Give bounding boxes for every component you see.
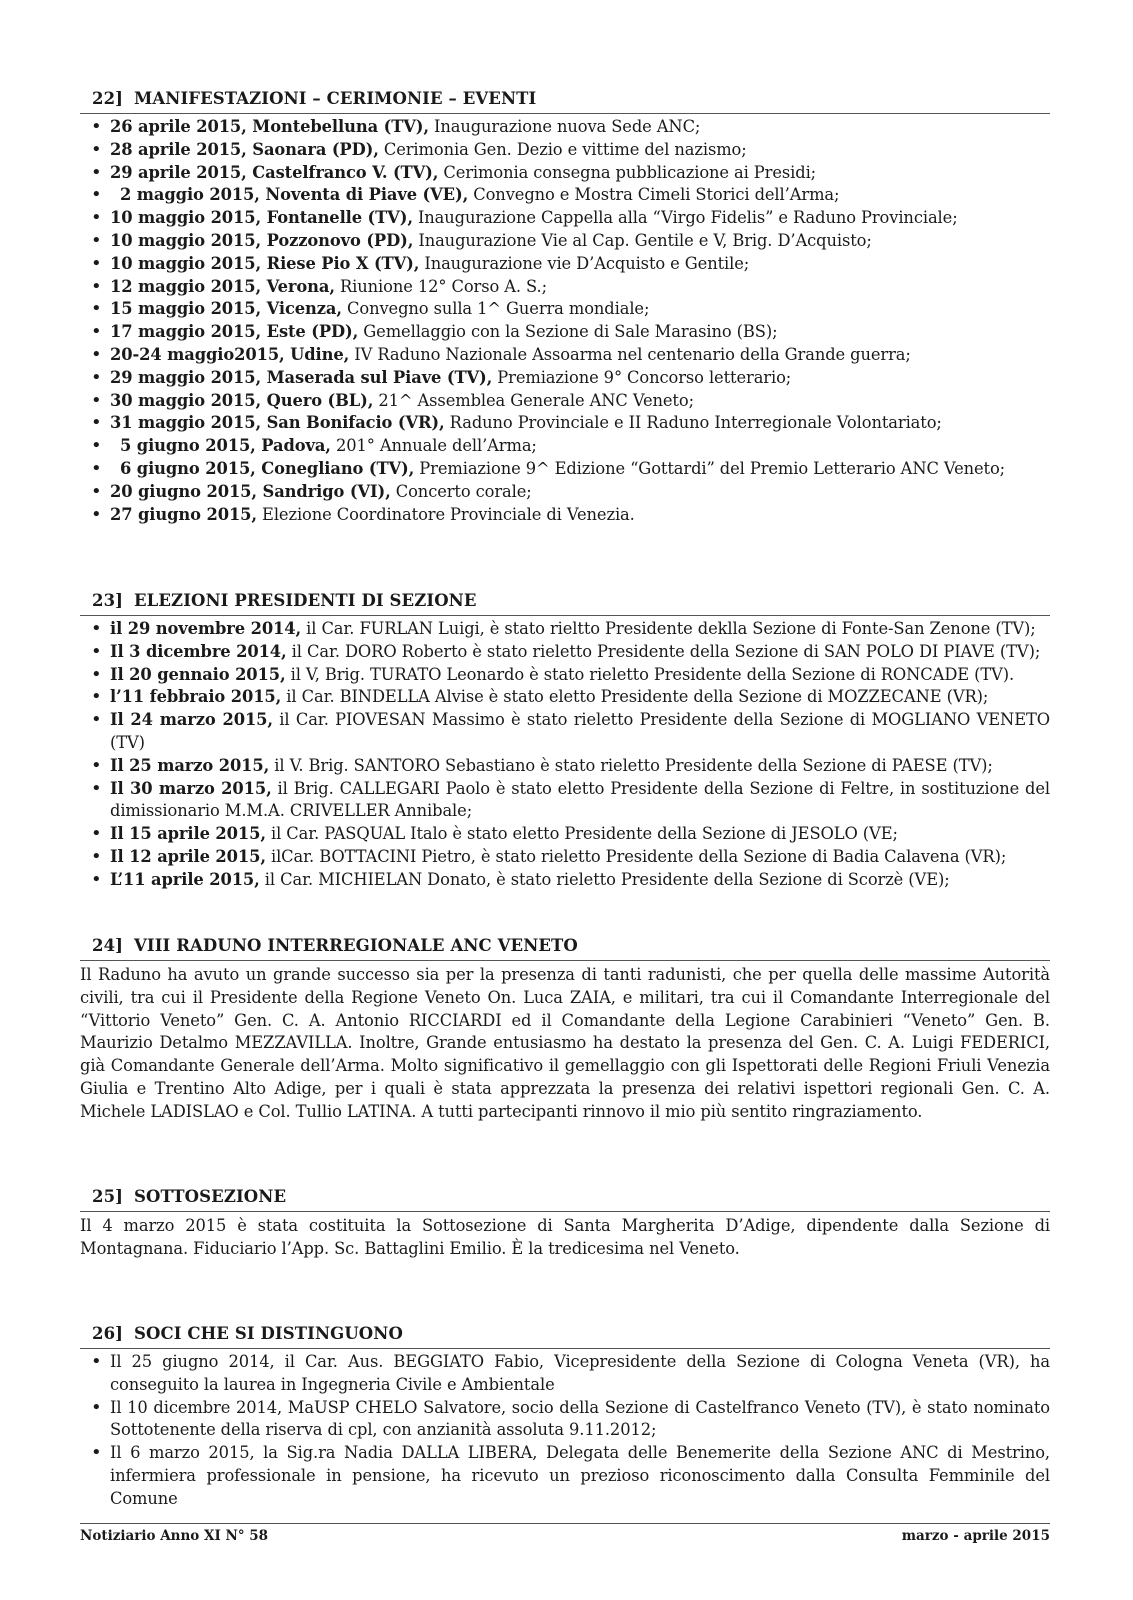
list-item: • Il 15 aprile 2015, il Car. PASQUAL Italo è stato eletto Presidente della Sezione di JESOLO (VE; <box>80 823 1050 846</box>
list-item: • 10 maggio 2015, Pozzonovo (PD), Inaugurazione Vie al Cap. Gentile e V, Brig. D’Acquisto; <box>80 230 1050 253</box>
section-title: ELEZIONI PRESIDENTI DI SEZIONE <box>134 591 477 610</box>
section-heading <box>80 1323 1050 1349</box>
list-item: • 17 maggio 2015, Este (PD), Gemellaggio con la Sezione di Sale Marasino (BS); <box>80 321 1050 344</box>
list-item: • 2 maggio 2015, Noventa di Piave (VE), Convegno e Mostra Cimeli Storici dell’Arma; <box>80 184 1050 207</box>
list-item: • Il 25 giugno 2014, il Car. Aus. BEGGIATO Fabio, Vicepresidente della Sezione di Cologna Veneta (VR), ha conseguito la laurea in Ingegneria Civile e Ambientale <box>80 1351 1050 1397</box>
list-item: • Il 12 aprile 2015, ilCar. BOTTACINI Pietro, è stato rieletto Presidente della Sezione di Badia Calavena (VR); <box>80 846 1050 869</box>
section-title: SOTTOSEZIONE <box>134 1187 287 1206</box>
list-item: • 12 maggio 2015, Verona, Riunione 12° Corso A. S.; <box>80 276 1050 299</box>
section-number: 22] <box>92 89 124 108</box>
list-item: • 28 aprile 2015, Saonara (PD), Cerimonia Gen. Dezio e vittime del nazismo; <box>80 139 1050 162</box>
members-list <box>80 1351 1050 1511</box>
section-number: 23] <box>92 591 124 610</box>
footer-publication: Notiziario Anno XI N° 58 <box>80 1528 269 1544</box>
list-item: • Il 20 gennaio 2015, il V, Brig. TURATO Leonardo è stato rieletto Presidente della Sezione di RONCADE (TV). <box>80 664 1050 687</box>
list-item: • 27 giugno 2015, Elezione Coordinatore Provinciale di Venezia. <box>80 504 1050 527</box>
section-paragraph: Il 4 marzo 2015 è stata costituita la Sottosezione di Santa Margherita D’Adige, dipendente dalla Sezione di Montagnana. Fiduciario l’App. Sc. Battaglini Emilio. È la tredicesima nel Veneto. <box>80 1216 1050 1258</box>
list-item: • 5 giugno 2015, Padova, 201° Annuale dell’Arma; <box>80 435 1050 458</box>
section-title: MANIFESTAZIONI – CERIMONIE – EVENTI <box>134 89 537 108</box>
list-item: • Il 25 marzo 2015, il V. Brig. SANTORO Sebastiano è stato rieletto Presidente della Sezione di PAESE (TV); <box>80 755 1050 778</box>
section-number: 26] <box>92 1324 124 1343</box>
events-list <box>80 116 1050 526</box>
list-item: • L’11 aprile 2015, il Car. MICHIELAN Donato, è stato rieletto Presidente della Sezione di Scorzè (VE); <box>80 869 1050 892</box>
list-item: • 20-24 maggio2015, Udine, IV Raduno Nazionale Assoarma nel centenario della Grande guerra; <box>80 344 1050 367</box>
section-title: SOCI CHE SI DISTINGUONO <box>134 1324 403 1343</box>
list-item: • 31 maggio 2015, San Bonifacio (VR), Raduno Provinciale e II Raduno Interregionale Volontariato; <box>80 412 1050 435</box>
section-22 <box>80 88 1050 526</box>
list-item: • Il 30 marzo 2015, il Brig. CALLEGARI Paolo è stato eletto Presidente della Sezione di Feltre, in sostituzione del dimissionario M.M.A. CRIVELLER Annibale; <box>80 778 1050 824</box>
elections-list <box>80 618 1050 892</box>
section-heading <box>80 88 1050 114</box>
section-heading <box>80 1186 1050 1212</box>
list-item: • il 29 novembre 2014, il Car. FURLAN Luigi, è stato rieltto Presidente deklla Sezione di Fonte-San Zenone (TV); <box>80 618 1050 641</box>
section-24 <box>80 935 1050 1124</box>
page-footer <box>80 1523 1050 1544</box>
section-heading <box>80 935 1050 961</box>
list-item: • Il 10 dicembre 2014, MaUSP CHELO Salvatore, socio della Sezione di Castelfranco Veneto (TV), è stato nominato Sottotenente della riserva di cpl, con anzianità assoluta 9.11.2012; <box>80 1397 1050 1443</box>
list-item: • 10 maggio 2015, Riese Pio X (TV), Inaugurazione vie D’Acquisto e Gentile; <box>80 253 1050 276</box>
list-item: • Il 24 marzo 2015, il Car. PIOVESAN Massimo è stato rieletto Presidente della Sezione di MOGLIANO VENETO (TV) <box>80 709 1050 755</box>
list-item: • 26 aprile 2015, Montebelluna (TV), Inaugurazione nuova Sede ANC; <box>80 116 1050 139</box>
list-item: • 15 maggio 2015, Vicenza, Convegno sulla 1^ Guerra mondiale; <box>80 298 1050 321</box>
list-item: • 29 aprile 2015, Castelfranco V. (TV), Cerimonia consegna pubblicazione ai Presidi; <box>80 162 1050 185</box>
list-item: • 6 giugno 2015, Conegliano (TV), Premiazione 9^ Edizione “Gottardi” del Premio Letterario ANC Veneto; <box>80 458 1050 481</box>
section-25 <box>80 1186 1050 1261</box>
list-item: • Il 3 dicembre 2014, il Car. DORO Roberto è stato rieletto Presidente della Sezione di SAN POLO DI PIAVE (TV); <box>80 641 1050 664</box>
section-26 <box>80 1323 1050 1511</box>
list-item: • 30 maggio 2015, Quero (BL), 21^ Assemblea Generale ANC Veneto; <box>80 390 1050 413</box>
list-item: • 29 maggio 2015, Maserada sul Piave (TV), Premiazione 9° Concorso letterario; <box>80 367 1050 390</box>
section-23 <box>80 590 1050 892</box>
list-item: • l’11 febbraio 2015, il Car. BINDELLA Alvise è stato eletto Presidente della Sezione di MOZZECANE (VR); <box>80 686 1050 709</box>
section-paragraph: Il Raduno ha avuto un grande successo sia per la presenza di tanti radunisti, che per quella delle massime Autorità civili, tra cui il Presidente della Regione Veneto On. Luca ZAIA, e militari, tra cui il Comandante Interregionale del “Vittorio Veneto” Gen. C. A. Antonio RICCIARDI ed il Comandante della Legione Carabinieri “Veneto” Gen. B. Maurizio Detalmo MEZZAVILLA. Inoltre, Grande entusiasmo ha destato la presenza del Gen. C. A. Luigi FEDERICI, già Comandante Generale dell’Arma. Molto significativo il gemellaggio con gli Ispettorati delle Regioni Friuli Venezia Giulia e Trentino Alto Adige, per i quali è stata apprezzata la presenza dei relativi ispettori regionali Gen. C. A. Michele LADISLAO e Col. Tullio LATINA. A tutti partecipanti rinnovo il mio più sentito ringraziamento. <box>80 965 1050 1121</box>
list-item: • Il 6 marzo 2015, la Sig.ra Nadia DALLA LIBERA, Delegata delle Benemerite della Sezione ANC di Mestrino, infermiera professionale in pensione, ha ricevuto un prezioso riconoscimento dalla Consulta Femminile del Comune <box>80 1442 1050 1510</box>
list-item: • 20 giugno 2015, Sandrigo (VI), Concerto corale; <box>80 481 1050 504</box>
section-number: 24] <box>92 936 124 955</box>
section-heading <box>80 590 1050 616</box>
footer-date: marzo - aprile 2015 <box>901 1528 1050 1544</box>
section-number: 25] <box>92 1187 124 1206</box>
section-title: VIII RADUNO INTERREGIONALE ANC VENETO <box>134 936 578 955</box>
list-item: • 10 maggio 2015, Fontanelle (TV), Inaugurazione Cappella alla “Virgo Fidelis” e Raduno Provinciale; <box>80 207 1050 230</box>
